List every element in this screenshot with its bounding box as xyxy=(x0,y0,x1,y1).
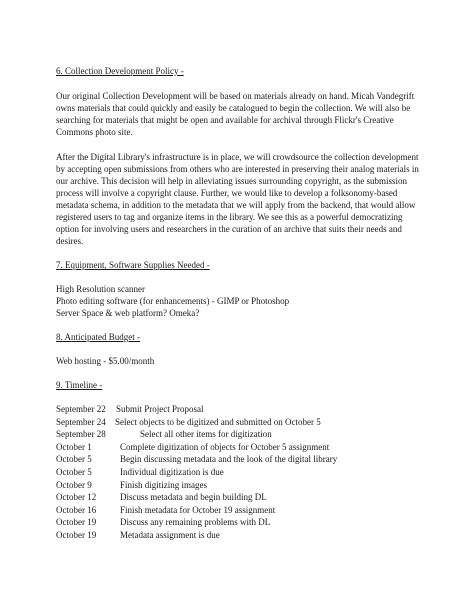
timeline-row xyxy=(56,466,426,479)
timeline-row xyxy=(56,416,426,429)
timeline-row xyxy=(56,403,426,416)
document-page xyxy=(56,65,426,542)
timeline-row xyxy=(56,453,426,466)
timeline-task: Discuss any remaining problems with DL xyxy=(120,517,271,528)
section-9-heading: 9. Timeline - xyxy=(56,380,103,390)
section-6-heading: 6. Collection Development Policy - xyxy=(56,66,184,76)
collection-paragraph-2: After the Digital Library's infrastructure is in place, we will crowdsource the collection development by accepting open submissions from others who are interested in preserving their analog materials in our archive. This decision will help in alleviating issues surrounding copyright, as the submission process will involve a copyright clause. Further, we would like to develop a folksonomy-based metadata schema, in addition to the metadata that we will apply from the backend, that would allow registered users to tag and organize items in the library. We see this as a powerful democratizing option for involving users and researchers in the curation of an archive that suits their needs and desires. xyxy=(56,152,419,246)
timeline-task: Metadata assignment is due xyxy=(120,529,220,540)
timeline-row xyxy=(56,428,426,441)
timeline-date: October 16 xyxy=(56,504,97,515)
timeline-row xyxy=(56,491,426,504)
timeline-task: Discuss metadata and begin building DL xyxy=(120,492,267,503)
equipment-item: Server Space & web platform? Omeka? xyxy=(56,308,200,318)
timeline-date: October 12 xyxy=(56,492,97,503)
equipment-item: High Resolution scanner xyxy=(56,284,145,294)
timeline-date: October 1 xyxy=(56,441,92,452)
timeline-date: October 5 xyxy=(56,466,92,477)
timeline-row xyxy=(56,479,426,492)
timeline-date: October 19 xyxy=(56,529,97,540)
timeline-row xyxy=(56,504,426,517)
section-7-heading: 7. Equipment, Software Supplies Needed - xyxy=(56,260,210,270)
timeline-list xyxy=(56,403,426,542)
timeline-task: Complete digitization of objects for October 5 assignment xyxy=(120,441,330,452)
timeline-date: October 19 xyxy=(56,517,97,528)
timeline-task: Select all other items for digitization xyxy=(140,429,272,440)
timeline-date: September 22 xyxy=(56,404,106,414)
timeline-row xyxy=(56,441,426,454)
collection-paragraph-1: Our original Collection Development will be based on materials already on hand. Micah Vandegrift owns materials that could quickly and easily be catalogued to begin the collection. We will also be searching for materials that might be open and available for archival through Flickr's Creative Commons photo site. xyxy=(56,91,415,137)
timeline-date: September 24 xyxy=(56,416,106,427)
equipment-item: Photo editing software (for enhancements) - GIMP or Photoshop xyxy=(56,296,290,306)
timeline-date: October 9 xyxy=(56,479,92,490)
timeline-task: Individual digitization is due xyxy=(120,466,224,477)
timeline-task: Submit Project Proposal xyxy=(116,404,204,414)
timeline-date: September 28 xyxy=(56,429,106,440)
timeline-row xyxy=(56,529,426,542)
timeline-task: Begin discussing metadata and the look of the digital library xyxy=(120,454,338,465)
timeline-row xyxy=(56,516,426,529)
budget-line: Web hosting - $5.00/month xyxy=(56,356,155,366)
timeline-task: Finish metadata for October 19 assignment xyxy=(120,504,276,515)
timeline-date: October 5 xyxy=(56,454,92,465)
timeline-task: Finish digitizing images xyxy=(120,479,207,490)
section-8-heading: 8. Anticipated Budget - xyxy=(56,332,140,342)
timeline-task: Select objects to be digitized and submitted on October 5 xyxy=(115,416,321,427)
